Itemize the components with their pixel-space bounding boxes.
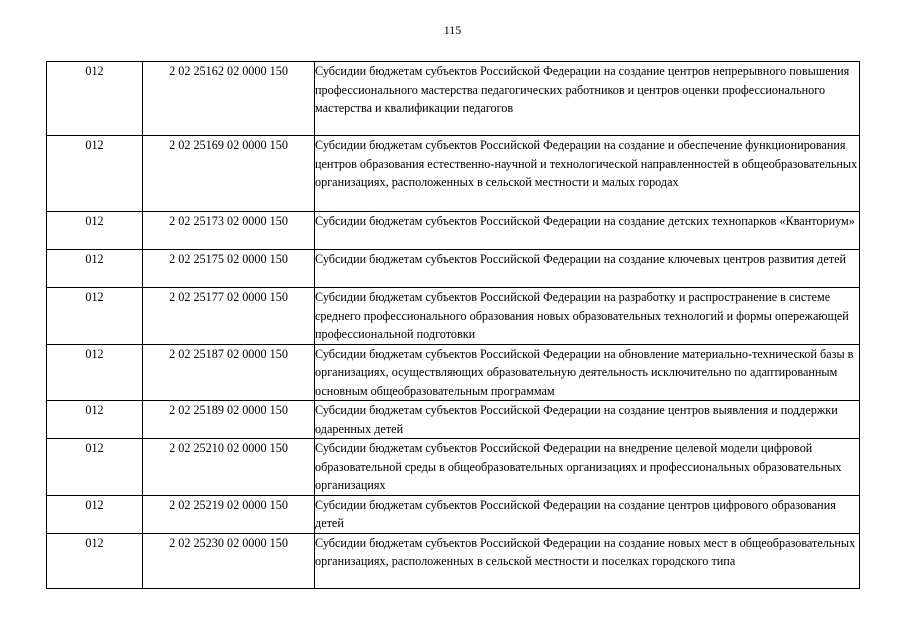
- budget-code-cell: 2 02 25177 02 0000 150: [143, 288, 315, 345]
- description-cell: Субсидии бюджетам субъектов Российской Федерации на создание ключевых центров развития детей: [315, 250, 860, 288]
- table-row: [47, 344, 860, 401]
- admin-code-cell: 012: [47, 136, 143, 212]
- table-row: [47, 250, 860, 288]
- description-cell: Субсидии бюджетам субъектов Российской Федерации на создание центров цифрового образования детей: [315, 495, 860, 533]
- admin-code-cell: 012: [47, 533, 143, 588]
- admin-code-cell: 012: [47, 250, 143, 288]
- admin-code-cell: 012: [47, 344, 143, 401]
- budget-code-cell: 2 02 25169 02 0000 150: [143, 136, 315, 212]
- admin-code-cell: 012: [47, 401, 143, 439]
- table-row: [47, 533, 860, 588]
- table-row: [47, 495, 860, 533]
- page-number: 115: [443, 23, 462, 37]
- admin-code-cell: 012: [47, 212, 143, 250]
- table-row: [47, 401, 860, 439]
- description-cell: Субсидии бюджетам субъектов Российской Федерации на создание новых мест в общеобразовательных организациях, расположенных в сельской местности и поселках городского типа: [315, 533, 860, 588]
- budget-code-cell: 2 02 25189 02 0000 150: [143, 401, 315, 439]
- description-cell: Субсидии бюджетам субъектов Российской Федерации на внедрение целевой модели цифровой образовательной среды в общеобразовательных организациях и профессиональных образовательных организациях: [315, 439, 860, 496]
- description-cell: Субсидии бюджетам субъектов Российской Федерации на создание центров непрерывного повышения профессионального мастерства педагогических работников и центров оценки профессионального мастерства и квалификации педагогов: [315, 62, 860, 136]
- table-row: [47, 62, 860, 136]
- admin-code-cell: 012: [47, 288, 143, 345]
- table-row: [47, 136, 860, 212]
- budget-codes-table: [46, 61, 860, 589]
- budget-code-cell: 2 02 25162 02 0000 150: [143, 62, 315, 136]
- description-cell: Субсидии бюджетам субъектов Российской Федерации на создание и обеспечение функционирования центров образования естественно-научной и технологической направленностей в общеобразовательных организациях, расположенных в сельской местности и малых городах: [315, 136, 860, 212]
- description-cell: Субсидии бюджетам субъектов Российской Федерации на обновление материально-технической базы в организациях, осуществляющих образовательную деятельность исключительно по адаптированным основным общеобразовательным программам: [315, 344, 860, 401]
- admin-code-cell: 012: [47, 62, 143, 136]
- admin-code-cell: 012: [47, 495, 143, 533]
- budget-code-cell: 2 02 25210 02 0000 150: [143, 439, 315, 496]
- budget-code-cell: 2 02 25175 02 0000 150: [143, 250, 315, 288]
- budget-code-cell: 2 02 25230 02 0000 150: [143, 533, 315, 588]
- budget-code-cell: 2 02 25173 02 0000 150: [143, 212, 315, 250]
- table-row: [47, 212, 860, 250]
- budget-code-cell: 2 02 25187 02 0000 150: [143, 344, 315, 401]
- description-cell: Субсидии бюджетам субъектов Российской Федерации на создание детских технопарков «Кванториум»: [315, 212, 860, 250]
- admin-code-cell: 012: [47, 439, 143, 496]
- table-row: [47, 288, 860, 345]
- description-cell: Субсидии бюджетам субъектов Российской Федерации на создание центров выявления и поддержки одаренных детей: [315, 401, 860, 439]
- budget-code-cell: 2 02 25219 02 0000 150: [143, 495, 315, 533]
- description-cell: Субсидии бюджетам субъектов Российской Федерации на разработку и распространение в системе среднего профессионального образования новых образовательных технологий и формы опережающей профессиональной подготовки: [315, 288, 860, 345]
- table-row: [47, 439, 860, 496]
